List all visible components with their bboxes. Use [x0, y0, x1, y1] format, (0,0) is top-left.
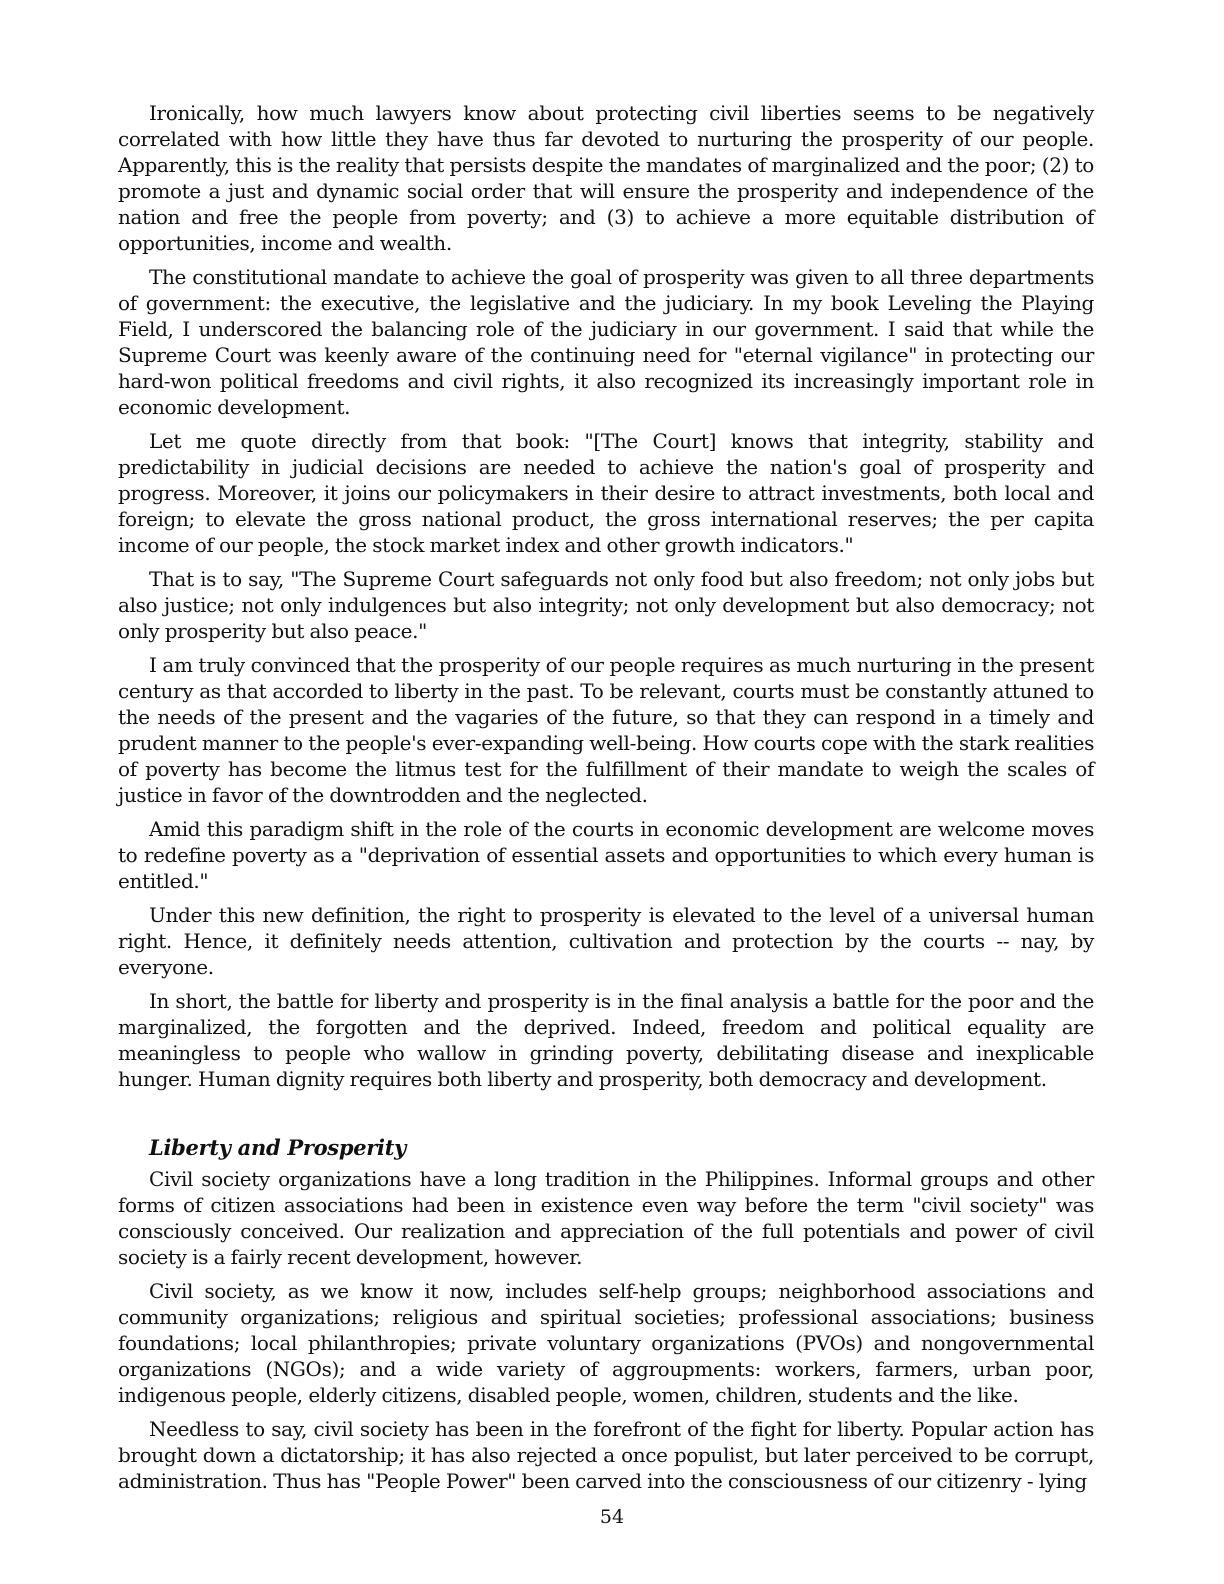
body-paragraph: Amid this paradigm shift in the role of the courts in economic development are welcome moves to redefine poverty as a "deprivation of essential assets and opportunities to which every human is entitled." — [118, 817, 1094, 893]
page-number: 54 — [599, 1506, 625, 1528]
section-heading: Liberty and Prosperity — [149, 1135, 407, 1160]
body-paragraph: I am truly convinced that the prosperity of our people requires as much nurturing in the present century as that accorded to liberty in the past. To be relevant, courts must be constantly attuned to the needs of the present and the vagaries of the future, so that they can respond in a timely and prudent manner to the people's ever-expanding well-being. How courts cope with the stark realities of poverty has become the litmus test for the fulfillment of their mandate to weigh the scales of justice in favor of the downtrodden and the neglected. — [118, 653, 1094, 807]
page-body — [118, 100, 1094, 1502]
body-paragraph: In short, the battle for liberty and prosperity is in the final analysis a battle for the poor and the marginalized, the forgotten and the deprived. Indeed, freedom and political equality are meaningless to people who wallow in grinding poverty, debilitating disease and inexplicable hunger. Human dignity requires both liberty and prosperity, both democracy and development. — [118, 989, 1094, 1091]
body-paragraph: Civil society organizations have a long tradition in the Philippines. Informal groups and other forms of citizen associations had been in existence even way before the term "civil society" was consciously conceived. Our realization and appreciation of the full potentials and power of civil society is a fairly recent development, however. — [118, 1167, 1094, 1269]
body-paragraph: Needless to say, civil society has been in the forefront of the fight for liberty. Popular action has brought down a dictatorship; it has also rejected a once populist, but later perceived to be corrupt, administration. Thus has "People Power" been carved into the consciousness of our citizenry - lying — [118, 1417, 1094, 1493]
body-paragraph: Under this new definition, the right to prosperity is elevated to the level of a universal human right. Hence, it definitely needs attention, cultivation and protection by the courts -- nay, by everyone. — [118, 903, 1094, 979]
body-paragraph: That is to say, "The Supreme Court safeguards not only food but also freedom; not only jobs but also justice; not only indulgences but also integrity; not only development but also democracy; not only prosperity but also peace." — [118, 567, 1094, 643]
body-paragraph: Let me quote directly from that book: "[The Court] knows that integrity, stability and predictability in judicial decisions are needed to achieve the nation's goal of prosperity and progress. Moreover, it joins our policymakers in their desire to attract investments, both local and foreign; to elevate the gross national product, the gross international reserves; the per capita income of our people, the stock market index and other growth indicators." — [118, 429, 1094, 557]
body-paragraph: Ironically, how much lawyers know about protecting civil liberties seems to be negatively correlated with how little they have thus far devoted to nurturing the prosperity of our people. Apparently, this is the reality that persists despite the mandates of marginalized and the poor; (2) to promote a just and dynamic social order that will ensure the prosperity and independence of the nation and free the people from poverty; and (3) to achieve a more equitable distribution of opportunities, income and wealth. — [118, 101, 1094, 255]
body-paragraph: Civil society, as we know it now, includes self-help groups; neighborhood associations and community organizations; religious and spiritual societies; professional associations; business foundations; local philanthropies; private voluntary organizations (PVOs) and nongovernmental organizations (NGOs); and a wide variety of aggroupments: workers, farmers, urban poor, indigenous people, elderly citizens, disabled people, women, children, students and the like. — [118, 1279, 1094, 1407]
body-paragraph: The constitutional mandate to achieve the goal of prosperity was given to all three departments of government: the executive, the legislative and the judiciary. In my book Leveling the Playing Field, I underscored the balancing role of the judiciary in our government. I said that while the Supreme Court was keenly aware of the continuing need for "eternal vigilance" in protecting our hard-won political freedoms and civil rights, it also recognized its increasingly important role in economic development. — [118, 265, 1094, 419]
